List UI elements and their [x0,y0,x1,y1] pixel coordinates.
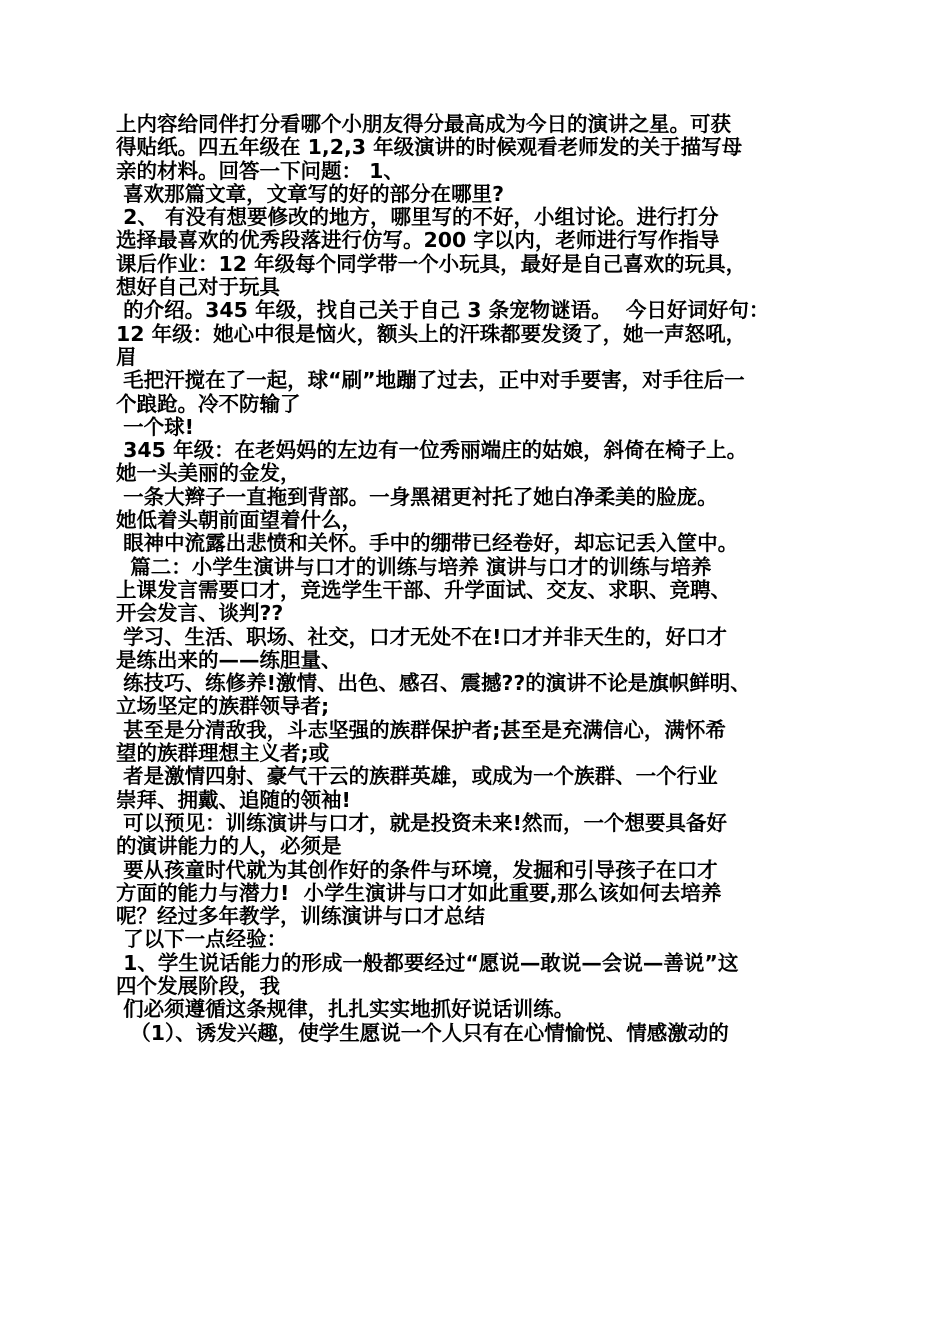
text-line: 方面的能力与潜力! 小学生演讲与口才如此重要,那么该如何去培养 [116,880,722,905]
text-line: 甚至是分清敌我，斗志坚强的族群保护者;甚至是充满信心，满怀希 [116,717,726,742]
text-line: 崇拜、拥戴、追随的领袖! [116,787,351,812]
text-line: 的介绍。345 年级，找自己关于自己 3 条宠物谜语。 今日好词好句： [116,298,770,323]
text-line: 的演讲能力的人，必须是 [116,834,342,859]
text-line: 者是激情四射、豪气干云的族群英雄，或成为一个族群、一个行业 [116,764,718,789]
text-line: 要从孩童时代就为其创作好的条件与环境，发掘和引导孩子在口才 [116,857,718,882]
text-line: 课后作业：12 年级每个同学带一个小玩具，最好是自己喜欢的玩具， [116,251,747,276]
text-line: 12 年级：她心中很是恼火，额头上的汗珠都要发烫了，她一声怒吼， [116,321,747,346]
text-line: 眼神中流露出悲愤和关怀。手中的绷带已经卷好，却忘记丢入筐中。 [116,531,739,556]
text-line: 345 年级：在老妈妈的左边有一位秀丽端庄的姑娘，斜倚在椅子上。 [116,438,748,463]
text-line: 立场坚定的族群领导者; [116,694,330,719]
text-line: 一条大辫子一直拖到背部。一身黑裙更衬托了她白净柔美的脸庞。 [116,484,718,509]
text-line: 上课发言需要口才，竞选学生干部、升学面试、交友、求职、竞聘、 [116,577,731,602]
text-line: 四个发展阶段，我 [116,973,280,998]
text-line: 学习、生活、职场、社交，口才无处不在!口才并非天生的，好口才 [116,624,727,649]
text-line: 可以预见：训练演讲与口才，就是投资未来!然而，一个想要具备好 [116,810,727,835]
text-line: 1、学生说话能力的形成一般都要经过“愿说—敢说—会说—善说”这 [116,950,739,975]
text-line: 亲的材料。回答一下问题： 1、 [116,158,404,183]
text-line: 一个球! [116,414,194,439]
text-line: 望的族群理想主义者;或 [116,741,330,766]
text-line: 练技巧、练修养!激情、出色、感召、震撼??的演讲不论是旗帜鲜明、 [116,671,751,696]
text-line: 篇二：小学生演讲与口才的训练与培养 演讲与口才的训练与培养 [116,554,712,579]
text-line: （1）、诱发兴趣，使学生愿说一个人只有在心情愉悦、情感激动的 [116,1020,729,1045]
text-line: 开会发言、谈判?? [116,601,284,626]
text-line: 个踉跄。冷不防输了 [116,391,301,416]
text-line: 毛把汗搅在了一起，球“刷”地蹦了过去，正中对手要害，对手往后一 [116,368,745,393]
text-line: 呢？经过多年教学，训练演讲与口才总结 [116,904,485,929]
text-line: 们必须遵循这条规律，扎扎实实地抓好说话训练。 [116,997,575,1022]
text-line: 上内容给同伴打分看哪个小朋友得分最高成为今日的演讲之星。可获 [116,112,731,136]
text-line: 2、 有没有想要修改的地方，哪里写的不好，小组讨论。进行打分 [116,205,719,230]
text-line: 了以下一点经验： [116,927,288,952]
text-line: 想好自己对于玩具 [116,275,280,300]
text-line: 是练出来的——练胆量、 [116,647,342,672]
text-line: 她低着头朝前面望着什么， [116,508,362,533]
text-line: 喜欢那篇文章，文章写的好的部分在哪里? [116,181,505,206]
text-line: 眉 [116,344,137,369]
text-line: 选择最喜欢的优秀段落进行仿写。200 字以内，老师进行写作指导 [116,228,720,253]
document-body-text [116,113,846,1045]
text-line: 她一头美丽的金发， [116,461,301,486]
text-line: 得贴纸。四五年级在 1,2,3 年级演讲的时候观看老师发的关于描写母 [116,135,743,160]
